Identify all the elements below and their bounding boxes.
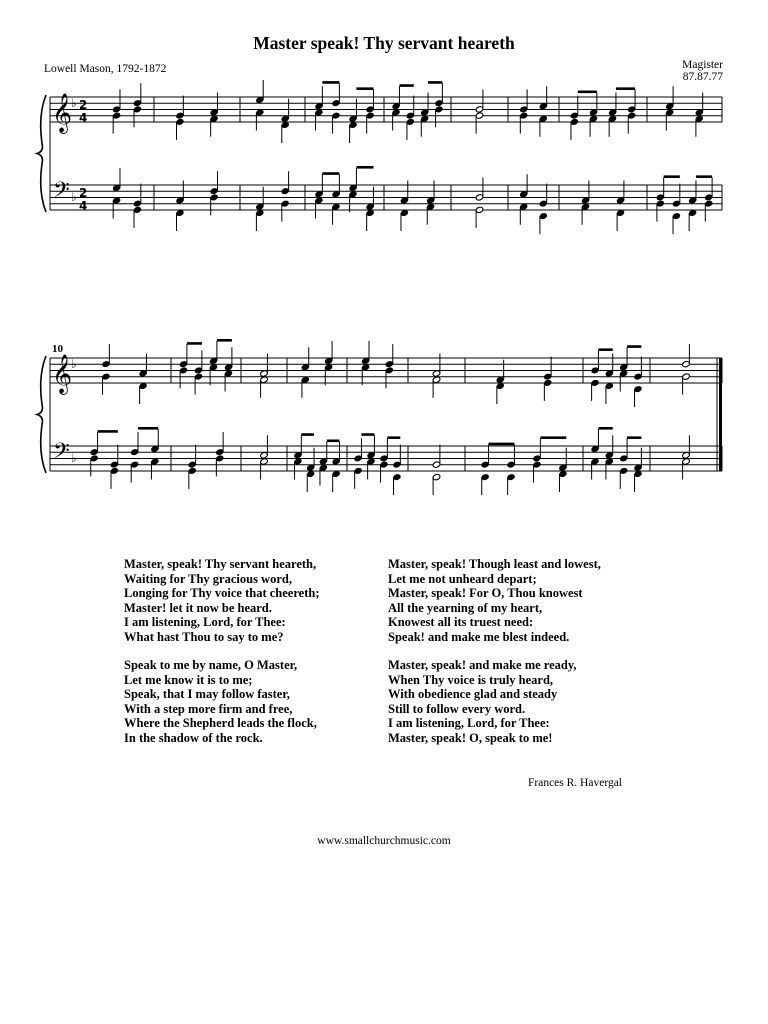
beam [187,342,202,345]
beam [616,87,635,90]
meter: 87.87.77 [682,71,723,83]
beam [696,175,712,178]
measure-number: 10 [52,343,63,355]
verse-2: Speak to me by name, O Master, Let me know it is to me; Speak, that I may follow faster, With a step more firm and free, Where the Shepherd leads the flock, In the shadow of the rock. [124,658,317,745]
beam [356,166,373,169]
verse-3: Master, speak! Though least and lowest, Let me not unheard depart; Master, speak! For O, Thou knowest All the yearning of my heart, Knowest all its truest need: Speak! and make me blest indeed. [388,557,601,644]
bass-clef-icon: 𝄢 [53,178,70,208]
system-brace [37,356,46,473]
beam [598,348,612,351]
verse-4: Master, speak! and make me ready, When Thy voice is truly heard, With obedience glad and steady Still to follow every word. I am listening, Lord, for Thee: Master, speak! O, speak to me! [388,658,577,745]
treble-clef-icon: 𝄞 [52,354,73,394]
key-flat-icon: ♭ [71,451,77,465]
beam [98,430,118,433]
beam [598,427,612,430]
beam [322,81,339,84]
beam [664,175,680,178]
composer-credit: Lowell Mason, 1792-1872 [44,63,167,75]
beam [322,172,339,175]
treble-clef-icon: 𝄞 [52,93,73,133]
beam [540,436,566,439]
beam [361,433,374,436]
time-signature-top: 2 [79,186,88,200]
beam [387,436,400,439]
final-barline-thick [719,358,722,471]
key-flat-icon: ♭ [71,190,77,204]
beam [217,339,232,342]
key-flat-icon: ♭ [71,357,77,371]
beam [356,87,373,90]
beam [301,433,314,436]
lyricist-credit: Frances R. Havergal [528,777,622,789]
time-signature-bottom: 4 [79,111,88,125]
beam [399,84,413,87]
beam [627,436,641,439]
hymn-title: Master speak! Thy servant heareth [253,33,515,53]
verse-1: Master, speak! Thy servant heareth, Waiting for Thy gracious word, Longing for Thy voice that cheereth; Master! let it now be heard. I am listening, Lord, for Thee: What hast Thou to say to me? [124,557,320,644]
bass-clef-icon: 𝄢 [53,439,70,469]
time-signature-bottom: 4 [79,199,88,213]
key-flat-icon: ♭ [71,96,77,110]
footer-url: www.smallchurchmusic.com [317,835,451,847]
tune-name: Magister [682,59,723,71]
time-signature-top: 2 [79,98,88,112]
beam [578,91,597,94]
beam [327,440,340,443]
system-brace [37,95,46,212]
beam [489,443,515,446]
beam [627,345,641,348]
beam [428,81,442,84]
beam [138,427,158,430]
